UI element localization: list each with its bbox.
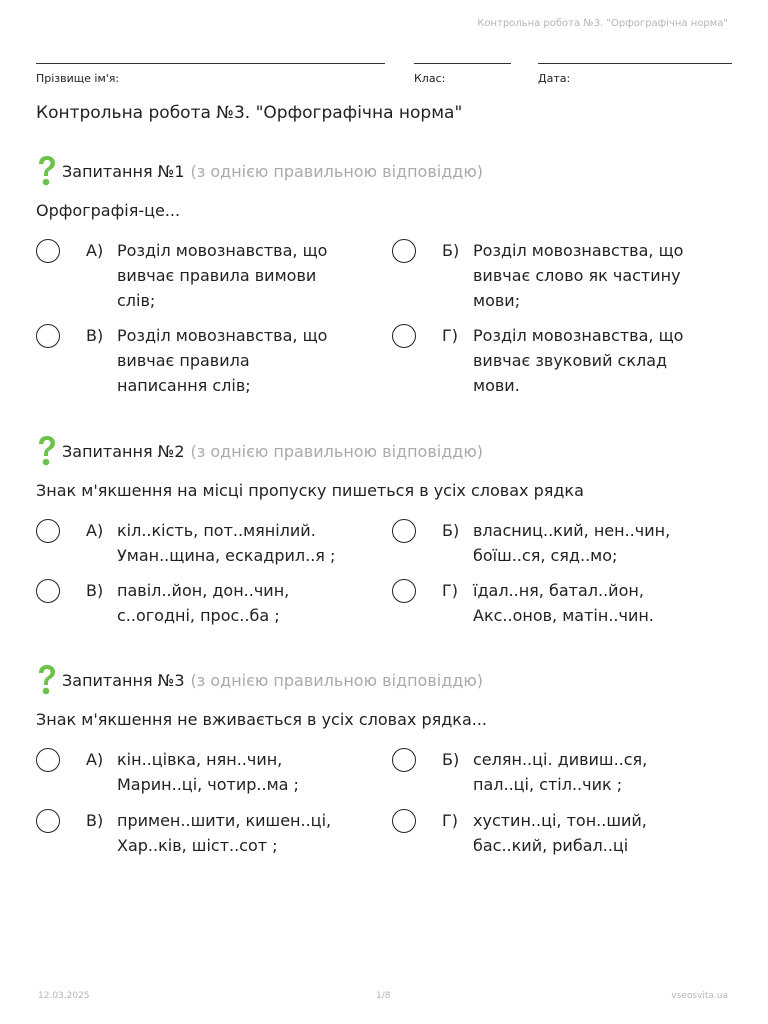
option-text: власниц..кий, нен..чин, боїш..ся, сяд..мо; — [473, 521, 671, 565]
radio-button[interactable] — [392, 519, 416, 543]
question-2-header — [36, 435, 483, 467]
option-text: примен..шити, кишен..ці, Хар..ків, шіст..сот ; — [117, 811, 332, 855]
question-3-subtitle: (з однією правильною відповіддю) — [190, 670, 484, 690]
option-letter: Б) — [442, 521, 460, 540]
question-1-text: Орфографія-це... — [36, 201, 181, 220]
option-text: хустин..ці, тон..ший, бас..кий, рибал..ці — [473, 811, 647, 855]
q1-option-d[interactable] — [392, 323, 683, 398]
radio-button[interactable] — [392, 324, 416, 348]
q2-option-b[interactable] — [392, 518, 670, 568]
option-text: їдал..ня, батал..йон, Акс..онов, матін..чин. — [473, 581, 654, 625]
q2-option-a[interactable] — [36, 518, 335, 568]
q3-option-c[interactable] — [36, 808, 331, 858]
q3-option-a[interactable] — [36, 747, 299, 797]
q1-option-b[interactable] — [392, 238, 683, 313]
question-1-title: Запитання №1 — [62, 161, 185, 181]
footer-date: 12.03.2025 — [38, 991, 90, 1001]
question-mark-icon — [36, 435, 58, 467]
question-3-title: Запитання №3 — [62, 670, 185, 690]
option-text: кіл..кість, пот..мянілий. Уман..щина, ескадрил..я ; — [117, 521, 336, 565]
option-letter: Г) — [442, 581, 458, 600]
radio-button[interactable] — [392, 239, 416, 263]
footer-site: vseosvita.ua — [671, 991, 728, 1001]
option-letter: В) — [86, 326, 104, 345]
question-mark-icon — [36, 664, 58, 696]
radio-button[interactable] — [36, 579, 60, 603]
question-2-title: Запитання №2 — [62, 441, 185, 461]
radio-button[interactable] — [36, 324, 60, 348]
page-title: Контрольна робота №3. "Орфографічна норма" — [36, 103, 463, 123]
question-3-text: Знак м'якшення не вживається в усіх словах рядка... — [36, 710, 488, 729]
footer-page-number: 1/8 — [376, 991, 391, 1001]
option-letter: А) — [86, 750, 104, 769]
question-1-subtitle: (з однією правильною відповіддю) — [190, 161, 484, 181]
option-text: Розділ мовознавства, що вивчає звуковий склад мови. — [473, 326, 684, 395]
option-text: Розділ мовознавства, що вивчає правила написання слів; — [117, 326, 328, 395]
radio-button[interactable] — [36, 519, 60, 543]
option-letter: Б) — [442, 241, 460, 260]
option-text: селян..ці. дивиш..ся, пал..ці, стіл..чик ; — [473, 750, 648, 794]
option-letter: А) — [86, 241, 104, 260]
radio-button[interactable] — [36, 748, 60, 772]
question-2-subtitle: (з однією правильною відповіддю) — [190, 441, 484, 461]
option-letter: Г) — [442, 811, 458, 830]
question-mark-icon — [36, 155, 58, 187]
option-letter: В) — [86, 581, 104, 600]
option-letter: А) — [86, 521, 104, 540]
option-text: Розділ мовознавства, що вивчає правила вимови слів; — [117, 241, 328, 310]
option-text: павіл..йон, дон..чин, с..огодні, прос..ба ; — [117, 581, 290, 625]
option-text: Розділ мовознавства, що вивчає слово як частину мови; — [473, 241, 684, 310]
option-letter: В) — [86, 811, 104, 830]
class-line — [414, 63, 511, 64]
radio-button[interactable] — [392, 809, 416, 833]
surname-line — [36, 63, 385, 64]
option-letter: Б) — [442, 750, 460, 769]
q2-option-d[interactable] — [392, 578, 654, 628]
class-label: Клас: — [414, 72, 446, 85]
header-doc-title: Контрольна робота №3. "Орфографічна норма" — [477, 18, 728, 29]
q3-option-b[interactable] — [392, 747, 647, 797]
q3-option-d[interactable] — [392, 808, 647, 858]
option-text: кін..цівка, нян..чин, Марин..ці, чотир..ма ; — [117, 750, 299, 794]
option-letter: Г) — [442, 326, 458, 345]
radio-button[interactable] — [392, 579, 416, 603]
radio-button[interactable] — [36, 809, 60, 833]
q1-option-a[interactable] — [36, 238, 327, 313]
date-line — [538, 63, 732, 64]
q2-option-c[interactable] — [36, 578, 289, 628]
question-3-header — [36, 664, 483, 696]
q1-option-c[interactable] — [36, 323, 327, 398]
radio-button[interactable] — [36, 239, 60, 263]
question-1-header — [36, 155, 483, 187]
surname-label: Прізвище ім'я: — [36, 72, 120, 85]
question-2-text: Знак м'якшення на місці пропуску пишеться в усіх словах рядка — [36, 481, 584, 500]
radio-button[interactable] — [392, 748, 416, 772]
date-label: Дата: — [538, 72, 571, 85]
